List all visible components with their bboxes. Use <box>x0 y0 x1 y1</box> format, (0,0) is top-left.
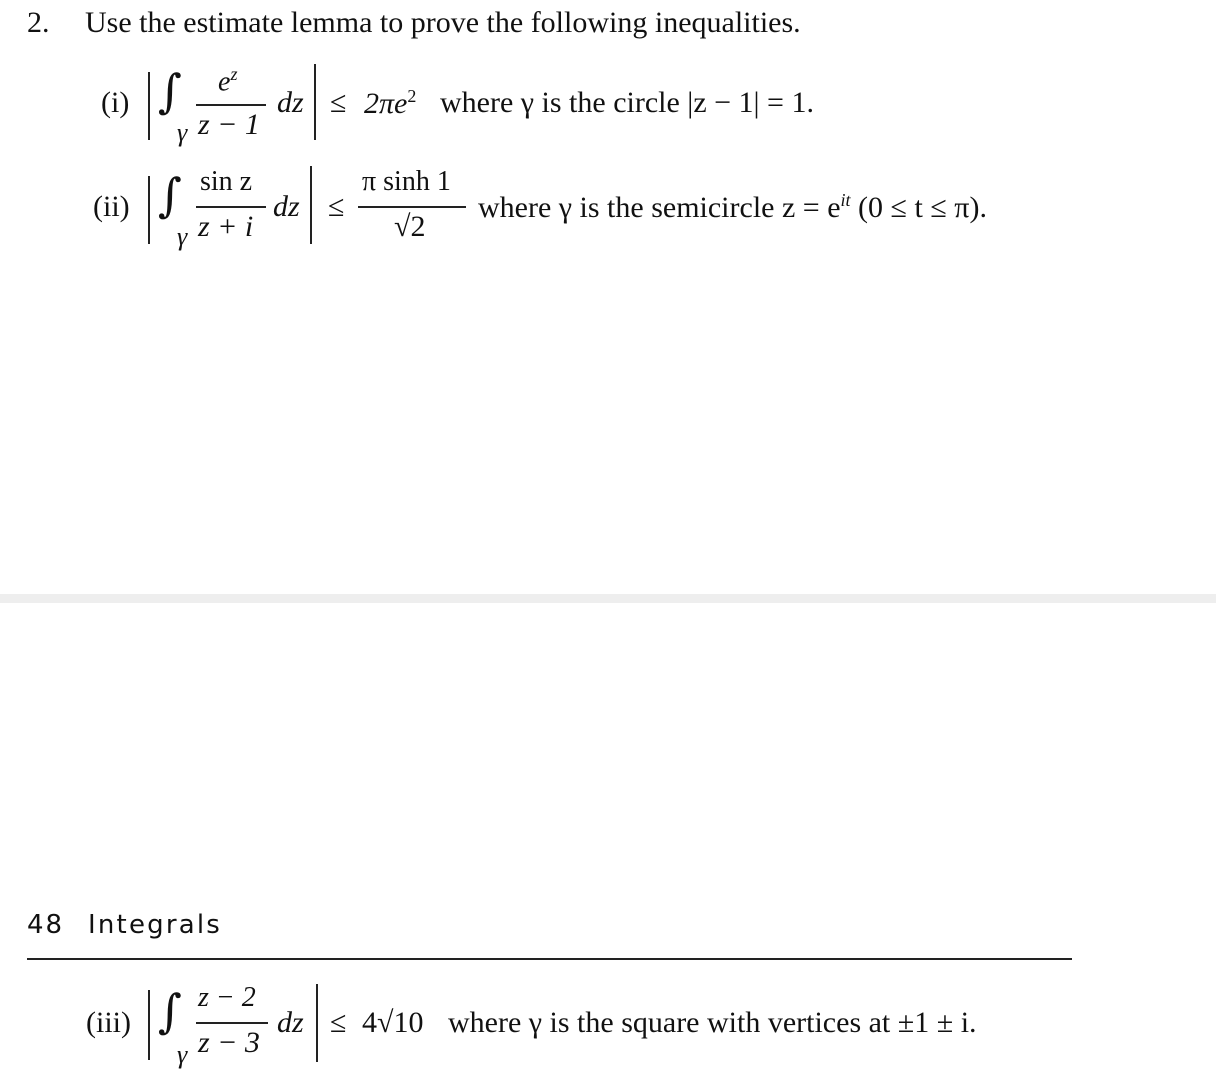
fraction-line <box>196 206 266 208</box>
section-title: Integrals <box>88 910 223 940</box>
leq-sign: ≤ <box>330 86 347 119</box>
header-rule <box>27 958 1072 960</box>
differential: dz <box>277 1006 304 1039</box>
bound-denominator: √2 <box>394 210 426 243</box>
abs-bar-left <box>148 72 150 140</box>
problem-number: 2. <box>27 6 50 39</box>
differential: dz <box>277 86 304 119</box>
bound-fraction-line <box>358 206 466 208</box>
integral-subscript: γ <box>177 1040 188 1069</box>
abs-bar-right <box>316 984 318 1062</box>
condition-text: where γ is the semicircle $z = e^{it}$ (0 ≤ t ≤ π). <box>478 190 987 224</box>
fraction-denominator: z + i <box>198 210 254 243</box>
abs-bar-right <box>314 64 316 140</box>
integral-subscript: γ <box>177 222 188 251</box>
integral-sign: ∫ <box>158 64 182 118</box>
fraction-denominator: z − 1 <box>198 108 260 141</box>
bound-numerator: π sinh 1 <box>362 166 451 197</box>
fraction-numerator: z − 2 <box>198 982 256 1013</box>
item-label: (iii) <box>86 1006 131 1039</box>
abs-bar-left <box>148 990 150 1060</box>
leq-sign: ≤ <box>328 190 345 223</box>
problem-title: Use the estimate lemma to prove the following inequalities. <box>85 6 801 39</box>
differential: dz <box>273 190 300 223</box>
integral-sign: ∫ <box>158 168 182 222</box>
fraction-numerator: $e^z$ <box>218 64 238 98</box>
condition-text: where γ is the circle |z − 1| = 1. <box>440 86 814 119</box>
integral-sign: ∫ <box>158 984 182 1038</box>
condition-text: where γ is the square with vertices at ±1 ± i. <box>448 1006 977 1039</box>
bound-expression: $2\pi e^2$ <box>364 86 417 120</box>
abs-bar-right <box>310 166 312 244</box>
bound-expression: 4√10 <box>362 1006 424 1039</box>
item-label: (ii) <box>93 190 130 223</box>
abs-bar-left <box>148 176 150 244</box>
page-separator <box>0 594 1216 603</box>
item-label: (i) <box>101 86 130 119</box>
fraction-line <box>196 1022 268 1024</box>
integral-subscript: γ <box>177 118 188 147</box>
fraction-denominator: z − 3 <box>198 1026 260 1059</box>
fraction-line <box>196 104 266 106</box>
fraction-numerator: sin z <box>200 166 253 197</box>
leq-sign: ≤ <box>330 1006 347 1039</box>
page-number: 48 <box>27 910 65 940</box>
